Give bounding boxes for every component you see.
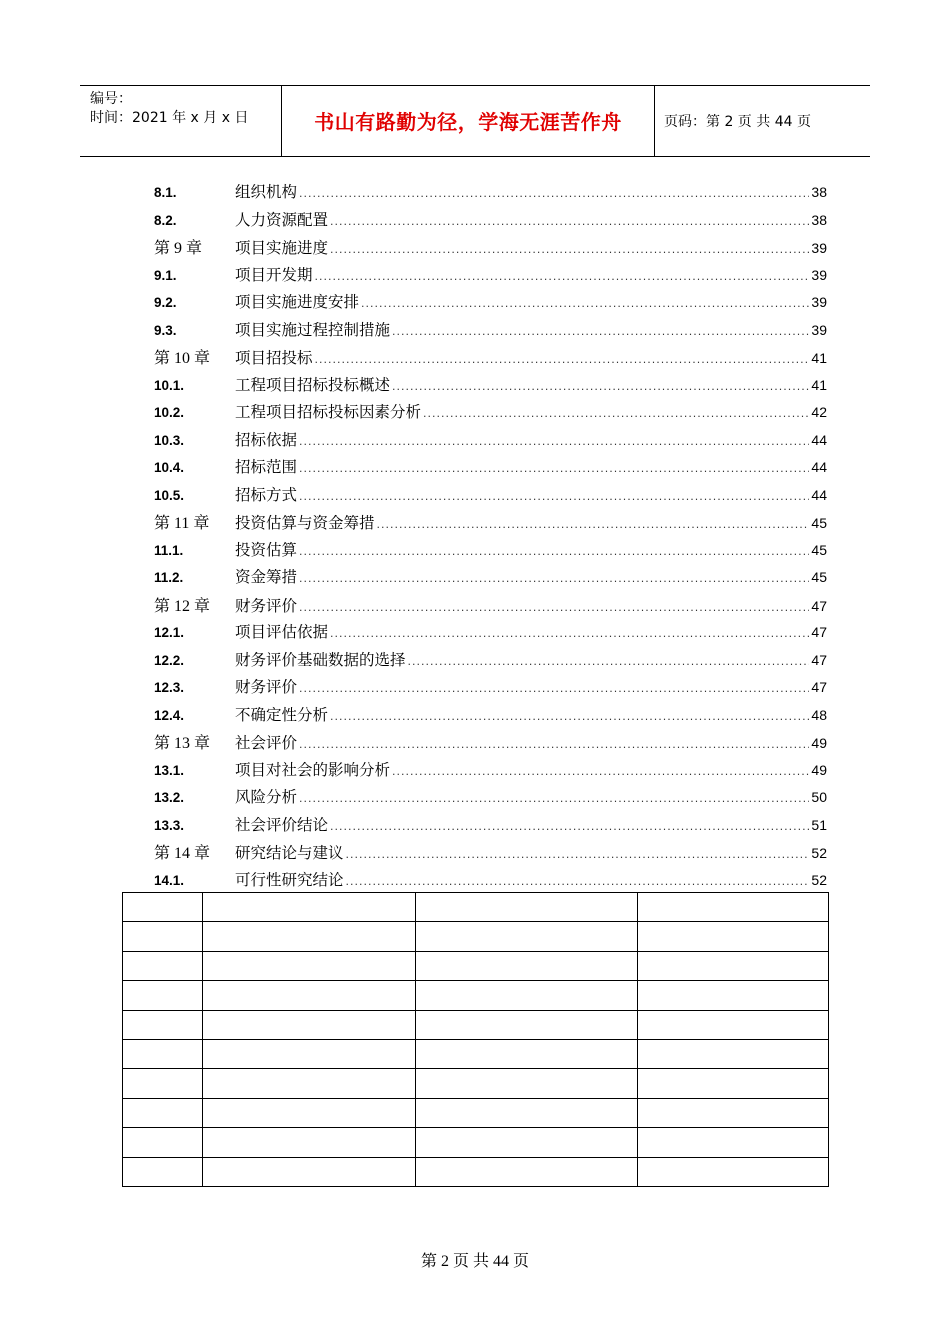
toc-entry-number: 9.1. — [154, 267, 177, 283]
toc-entry-title: 可行性研究结论 — [235, 870, 344, 889]
toc-entry-title: 项目实施过程控制措施 — [235, 320, 391, 339]
toc-entry[interactable] — [154, 400, 827, 428]
toc-entry[interactable] — [154, 263, 827, 291]
toc-entry-page: 39 — [811, 240, 827, 256]
toc-entry-number: 12.3. — [154, 680, 185, 695]
toc-dot-leader — [299, 545, 809, 558]
toc-entry[interactable] — [154, 318, 827, 346]
toc-entry-title: 不确定性分析 — [235, 705, 329, 724]
table-cell — [202, 1128, 415, 1157]
table-cell — [123, 1098, 203, 1127]
page-footer: 第 2 页 共 44 页 — [420, 1253, 529, 1270]
toc-entry[interactable] — [154, 373, 827, 401]
toc-entry-title: 财务评价基础数据的选择 — [235, 650, 406, 669]
toc-dot-leader — [346, 875, 810, 888]
toc-dot-leader — [346, 848, 810, 861]
table-cell — [202, 951, 415, 980]
toc-entry-title: 风险分析 — [235, 788, 298, 806]
toc-entry-number: 8.2. — [154, 212, 177, 228]
table-row — [123, 1010, 829, 1039]
toc-entry-title: 项目开发期 — [235, 265, 313, 284]
toc-dot-leader — [408, 655, 810, 668]
toc-entry[interactable] — [154, 455, 827, 483]
toc-dot-leader — [299, 462, 809, 475]
toc-entry[interactable] — [154, 758, 827, 786]
table-cell — [638, 1098, 829, 1127]
toc-dot-leader — [392, 765, 809, 778]
toc-entry-title: 项目实施进度安排 — [235, 293, 360, 311]
table-cell — [415, 1157, 638, 1186]
table-cell — [415, 1039, 638, 1068]
toc-entry-page: 44 — [811, 486, 827, 503]
toc-entry[interactable] — [154, 785, 827, 813]
toc-entry-number: 10.1. — [154, 377, 185, 393]
table-cell — [415, 981, 638, 1010]
toc-entry-page: 51 — [811, 816, 827, 833]
toc-entry[interactable] — [154, 345, 827, 373]
toc-entry[interactable] — [154, 593, 827, 621]
toc-dot-leader — [377, 518, 810, 531]
table-cell — [638, 1039, 829, 1068]
toc-entry-title: 项目实施进度 — [235, 239, 329, 257]
toc-dot-leader — [361, 297, 809, 310]
toc-entry-page: 39 — [811, 266, 827, 283]
toc-entry-title: 项目评估依据 — [235, 623, 329, 641]
time-label: 时间：2021 年 x 月 x 日 — [90, 110, 249, 126]
toc-entry-title: 投资估算 — [235, 540, 298, 559]
toc-entry[interactable] — [154, 290, 827, 318]
table-cell — [415, 893, 638, 922]
table-cell — [415, 1098, 638, 1127]
table-cell — [202, 1039, 415, 1068]
toc-entry-page: 45 — [811, 515, 827, 531]
toc-entry-number: 12.2. — [154, 652, 185, 668]
table-cell — [202, 893, 415, 922]
toc-dot-leader — [423, 407, 809, 420]
toc-dot-leader — [330, 215, 809, 228]
table-row — [123, 1157, 829, 1186]
toc-entry[interactable] — [154, 538, 827, 566]
toc-entry-page: 47 — [811, 597, 827, 614]
toc-entry-page: 52 — [811, 871, 827, 888]
toc-entry-page: 49 — [811, 735, 827, 751]
toc-entry-page: 49 — [811, 761, 827, 778]
table-cell — [638, 1069, 829, 1098]
toc-entry-page: 41 — [811, 376, 827, 393]
toc-entry[interactable] — [154, 840, 827, 868]
toc-entry[interactable] — [154, 180, 827, 208]
toc-entry-title: 社会评价结论 — [235, 815, 329, 834]
header-page-info: 页码：第 2 页 共 44 页 — [664, 114, 811, 130]
toc-entry-number: 第 10 章 — [154, 350, 211, 367]
toc-entry[interactable] — [154, 675, 827, 703]
table-cell — [415, 951, 638, 980]
table-cell — [202, 981, 415, 1010]
toc-entry-page: 44 — [811, 459, 827, 475]
table-cell — [123, 1128, 203, 1157]
toc-entry-title: 工程项目招标投标概述 — [235, 375, 391, 394]
toc-entry-number: 9.3. — [154, 322, 177, 338]
toc-entry-page: 42 — [811, 404, 827, 420]
table-cell — [638, 1010, 829, 1039]
header-meta — [90, 90, 248, 128]
toc-entry-page: 45 — [811, 569, 827, 585]
toc-entry[interactable] — [154, 620, 827, 648]
toc-entry[interactable] — [154, 868, 827, 896]
table-cell — [638, 922, 829, 951]
toc-entry-page: 50 — [811, 789, 827, 805]
table-cell — [123, 1157, 203, 1186]
toc-entry-number: 9.2. — [154, 295, 177, 310]
table-row — [123, 951, 829, 980]
toc-entry-title: 组织机构 — [235, 183, 298, 201]
toc-entry-number: 10.3. — [154, 432, 185, 448]
table-cell — [123, 1069, 203, 1098]
table-cell — [638, 893, 829, 922]
toc-dot-leader — [392, 325, 809, 338]
toc-entry-title: 人力资源配置 — [235, 210, 329, 229]
table-cell — [415, 922, 638, 951]
toc-entry-number: 13.2. — [154, 790, 185, 805]
table-row — [123, 1098, 829, 1127]
table-cell — [638, 981, 829, 1010]
table-of-contents — [154, 180, 827, 895]
toc-entry[interactable] — [154, 208, 827, 236]
toc-entry-page: 52 — [811, 845, 827, 861]
toc-entry-title: 研究结论与建议 — [235, 844, 344, 862]
table-cell — [202, 1069, 415, 1098]
toc-entry-title: 资金筹措 — [235, 568, 298, 586]
toc-entry-title: 投资估算与资金筹措 — [235, 514, 375, 532]
toc-entry-page: 47 — [811, 679, 827, 695]
toc-dot-leader — [330, 627, 809, 640]
toc-entry-number: 12.4. — [154, 707, 185, 723]
toc-entry[interactable] — [154, 730, 827, 758]
toc-entry[interactable] — [154, 483, 827, 511]
toc-entry[interactable] — [154, 703, 827, 731]
table-cell — [202, 922, 415, 951]
blank-table — [122, 892, 829, 1187]
header-motto: 书山有路勤为径，学海无涯苦作舟 — [314, 110, 622, 134]
table-row — [123, 922, 829, 951]
toc-entry-page: 48 — [811, 706, 827, 723]
table-cell — [638, 1157, 829, 1186]
toc-entry-number: 第 13 章 — [154, 735, 211, 752]
toc-dot-leader — [315, 353, 810, 366]
table-cell — [123, 893, 203, 922]
toc-entry-page: 41 — [811, 350, 827, 366]
toc-entry-title: 招标范围 — [235, 458, 298, 476]
table-row — [123, 981, 829, 1010]
toc-entry-page: 45 — [811, 541, 827, 558]
toc-entry-title: 工程项目招标投标因素分析 — [235, 403, 422, 421]
toc-entry-number: 8.1. — [154, 185, 177, 200]
table-cell — [415, 1128, 638, 1157]
toc-entry-page: 47 — [811, 651, 827, 668]
toc-dot-leader — [299, 572, 809, 585]
toc-dot-leader — [299, 435, 809, 448]
toc-entry-title: 招标方式 — [235, 485, 298, 504]
toc-entry-title: 财务评价 — [235, 678, 298, 696]
toc-dot-leader — [330, 243, 809, 256]
toc-dot-leader — [299, 792, 809, 805]
toc-entry-number: 10.4. — [154, 460, 185, 475]
toc-dot-leader — [299, 490, 809, 503]
table-row — [123, 1039, 829, 1068]
toc-dot-leader — [315, 270, 810, 283]
toc-entry-page: 47 — [811, 624, 827, 640]
toc-entry-title: 项目招投标 — [235, 349, 313, 367]
toc-entry-number: 第 12 章 — [154, 597, 211, 615]
table-cell — [202, 1157, 415, 1186]
toc-dot-leader — [299, 187, 809, 200]
table-cell — [638, 951, 829, 980]
table-row — [123, 1128, 829, 1157]
toc-entry-number: 第 14 章 — [154, 845, 211, 862]
toc-entry-number: 10.2. — [154, 405, 185, 420]
toc-entry[interactable] — [154, 235, 827, 263]
toc-dot-leader — [299, 682, 809, 695]
table-cell — [202, 1010, 415, 1039]
toc-entry-number: 11.2. — [154, 570, 184, 585]
toc-dot-leader — [392, 380, 809, 393]
table-cell — [415, 1069, 638, 1098]
toc-dot-leader — [299, 738, 809, 751]
toc-entry[interactable] — [154, 565, 827, 593]
table-cell — [123, 1010, 203, 1039]
table-cell — [123, 922, 203, 951]
toc-entry-number: 14.1. — [154, 872, 185, 888]
table-cell — [415, 1010, 638, 1039]
toc-entry-number: 13.1. — [154, 762, 185, 778]
toc-entry-page: 39 — [811, 294, 827, 310]
toc-entry-number: 11.1. — [154, 542, 184, 558]
table-row — [123, 893, 829, 922]
toc-entry[interactable] — [154, 813, 827, 841]
page-header — [80, 85, 870, 157]
table-cell — [123, 1039, 203, 1068]
toc-entry-page: 38 — [811, 211, 827, 228]
toc-entry-page: 44 — [811, 431, 827, 448]
toc-entry-page: 38 — [811, 184, 827, 200]
table-cell — [202, 1098, 415, 1127]
toc-entry-title: 社会评价 — [235, 734, 298, 752]
toc-entry-number: 10.5. — [154, 487, 185, 503]
toc-entry[interactable] — [154, 648, 827, 676]
table-row — [123, 1069, 829, 1098]
toc-entry-title: 招标依据 — [235, 430, 298, 449]
header-divider — [654, 86, 655, 156]
toc-entry-page: 39 — [811, 321, 827, 338]
toc-dot-leader — [330, 710, 809, 723]
toc-entry-number: 13.3. — [154, 817, 185, 833]
toc-entry-number: 12.1. — [154, 625, 185, 640]
table-cell — [123, 981, 203, 1010]
toc-entry[interactable] — [154, 428, 827, 456]
toc-entry[interactable] — [154, 510, 827, 538]
toc-entry-number: 第 11 章 — [154, 515, 210, 532]
toc-entry-title: 财务评价 — [235, 596, 298, 615]
table-cell — [638, 1128, 829, 1157]
toc-entry-number: 第 9 章 — [154, 240, 203, 257]
toc-entry-title: 项目对社会的影响分析 — [235, 760, 391, 779]
toc-dot-leader — [299, 601, 809, 614]
toc-dot-leader — [330, 820, 809, 833]
serial-label: 编号： — [90, 91, 132, 107]
table-cell — [123, 951, 203, 980]
